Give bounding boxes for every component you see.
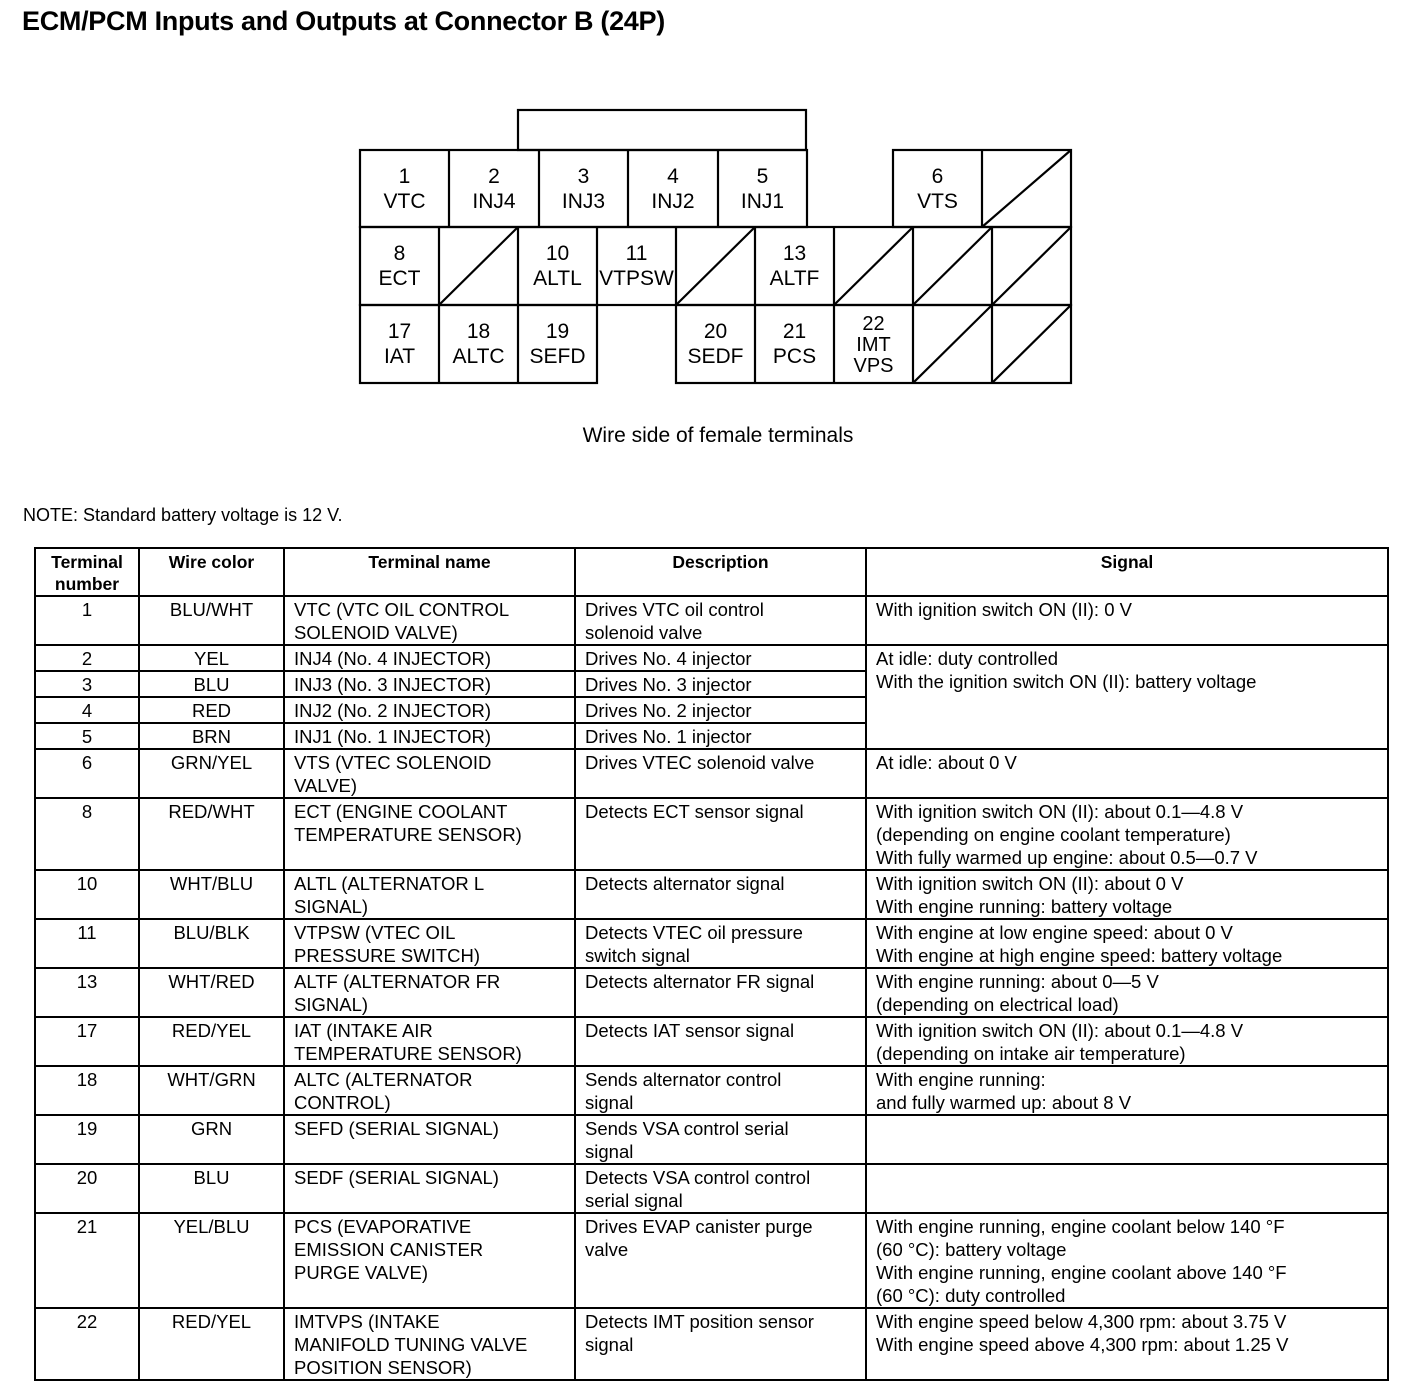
signal-cell <box>866 1164 1388 1213</box>
terminal-2: 2 INJ4 <box>472 165 516 213</box>
description-cell: Drives No. 2 injector <box>575 697 866 723</box>
terminal-name-cell: VTPSW (VTEC OIL PRESSURE SWITCH) <box>284 919 575 968</box>
terminal-number-cell: 21 <box>35 1213 139 1308</box>
terminal-17: 17 IAT <box>383 320 416 368</box>
description-cell: Sends alternator control signal <box>575 1066 866 1115</box>
terminal-19: 19 SEFD <box>529 320 586 368</box>
signal-cell: With ignition switch ON (II): about 0.1—4.8 V (depending on engine coolant temperature) With fully warmed up engine: about 0.5—0.7 V <box>866 798 1388 870</box>
signal-cell: With ignition switch ON (II): about 0.1—4.8 V (depending on intake air temperature) <box>866 1017 1388 1066</box>
signal-cell: With engine at low engine speed: about 0 V With engine at high engine speed: battery voltage <box>866 919 1388 968</box>
description-cell: Detects IAT sensor signal <box>575 1017 866 1066</box>
description-cell: Drives No. 4 injector <box>575 645 866 671</box>
description-cell: Drives VTEC solenoid valve <box>575 749 866 798</box>
terminal-name-cell: PCS (EVAPORATIVE EMISSION CANISTER PURGE VALVE) <box>284 1213 575 1308</box>
wire-color-cell: GRN/YEL <box>139 749 284 798</box>
table-row <box>35 919 1388 968</box>
terminal-name-cell: INJ2 (No. 2 INJECTOR) <box>284 697 575 723</box>
wire-color-cell: WHT/BLU <box>139 870 284 919</box>
terminal-number-cell: 11 <box>35 919 139 968</box>
description-cell: Sends VSA control serial signal <box>575 1115 866 1164</box>
terminal-number-cell: 17 <box>35 1017 139 1066</box>
header-terminal-name: Terminal name <box>284 548 575 596</box>
header-wire-color: Wire color <box>139 548 284 596</box>
terminal-10: 10 ALTL <box>533 242 582 290</box>
terminal-name-cell: ALTL (ALTERNATOR L SIGNAL) <box>284 870 575 919</box>
table-row <box>35 1213 1388 1308</box>
description-cell: Drives EVAP canister purge valve <box>575 1213 866 1308</box>
signal-cell: At idle: duty controlled With the ignition switch ON (II): battery voltage <box>866 645 1388 749</box>
terminal-5: 5 INJ1 <box>740 165 785 213</box>
wire-color-cell: BLU/WHT <box>139 596 284 645</box>
page-title: ECM/PCM Inputs and Outputs at Connector B (24P) <box>22 6 665 36</box>
voltage-note: NOTE: Standard battery voltage is 12 V. <box>23 505 343 525</box>
description-cell: Detects IMT position sensor signal <box>575 1308 866 1380</box>
terminal-number-cell: 4 <box>35 697 139 723</box>
terminal-number-cell: 1 <box>35 596 139 645</box>
table-row <box>35 1115 1388 1164</box>
terminal-name-cell: IAT (INTAKE AIR TEMPERATURE SENSOR) <box>284 1017 575 1066</box>
terminal-number-cell: 6 <box>35 749 139 798</box>
header-signal: Signal <box>866 548 1388 596</box>
terminal-name-cell: ALTF (ALTERNATOR FR SIGNAL) <box>284 968 575 1017</box>
connector-caption: Wire side of female terminals <box>582 424 854 447</box>
terminal-number-cell: 5 <box>35 723 139 749</box>
header-terminal-number: Terminal number <box>35 548 139 596</box>
terminal-number-cell: 2 <box>35 645 139 671</box>
table-row <box>35 1017 1388 1066</box>
signal-cell: With ignition switch ON (II): 0 V <box>866 596 1388 645</box>
terminal-22: 22 IMT VPS <box>853 313 894 377</box>
wire-color-cell: BRN <box>139 723 284 749</box>
terminal-20: 20 SEDF <box>687 320 744 368</box>
terminal-name-cell: ECT (ENGINE COOLANT TEMPERATURE SENSOR) <box>284 798 575 870</box>
terminal-number-cell: 20 <box>35 1164 139 1213</box>
terminal-name-cell: ALTC (ALTERNATOR CONTROL) <box>284 1066 575 1115</box>
terminal-name-cell: SEFD (SERIAL SIGNAL) <box>284 1115 575 1164</box>
description-cell: Detects VSA control control serial signal <box>575 1164 866 1213</box>
signal-cell: With engine running: and fully warmed up: about 8 V <box>866 1066 1388 1115</box>
table-row <box>35 596 1388 645</box>
wire-color-cell: RED/YEL <box>139 1017 284 1066</box>
description-cell: Detects alternator FR signal <box>575 968 866 1017</box>
header-description: Description <box>575 548 866 596</box>
wire-color-cell: YEL <box>139 645 284 671</box>
connector-diagram <box>0 0 1408 470</box>
terminal-number-cell: 18 <box>35 1066 139 1115</box>
wire-color-cell: RED/WHT <box>139 798 284 870</box>
terminal-number-cell: 13 <box>35 968 139 1017</box>
table-header-row <box>35 548 1388 596</box>
terminal-name-cell: INJ1 (No. 1 INJECTOR) <box>284 723 575 749</box>
signal-cell: With engine running, engine coolant below 140 °F (60 °C): battery voltage With engine running, engine coolant above 140 °F (60 °C): duty controlled <box>866 1213 1388 1308</box>
table-row <box>35 749 1388 798</box>
description-cell: Drives No. 3 injector <box>575 671 866 697</box>
terminal-number-cell: 22 <box>35 1308 139 1380</box>
signal-cell: With ignition switch ON (II): about 0 V With engine running: battery voltage <box>866 870 1388 919</box>
terminal-3: 3 INJ3 <box>561 165 606 213</box>
table-row <box>35 645 1388 671</box>
terminal-8: 8 ECT <box>378 242 421 290</box>
signal-cell: With engine speed below 4,300 rpm: about 3.75 V With engine speed above 4,300 rpm: about 1.25 V <box>866 1308 1388 1380</box>
wire-color-cell: BLU <box>139 671 284 697</box>
terminal-21: 21 PCS <box>772 320 817 368</box>
terminal-number-cell: 10 <box>35 870 139 919</box>
terminal-name-cell: VTS (VTEC SOLENOID VALVE) <box>284 749 575 798</box>
wire-color-cell: WHT/RED <box>139 968 284 1017</box>
wire-color-cell: RED/YEL <box>139 1308 284 1380</box>
description-cell: Detects ECT sensor signal <box>575 798 866 870</box>
terminal-number-cell: 3 <box>35 671 139 697</box>
terminal-name-cell: IMTVPS (INTAKE MANIFOLD TUNING VALVE POSITION SENSOR) <box>284 1308 575 1380</box>
terminal-number-cell: 19 <box>35 1115 139 1164</box>
terminal-name-cell: INJ4 (No. 4 INJECTOR) <box>284 645 575 671</box>
wire-color-cell: GRN <box>139 1115 284 1164</box>
description-cell: Detects alternator signal <box>575 870 866 919</box>
terminal-number-cell: 8 <box>35 798 139 870</box>
terminal-13: 13 ALTF <box>769 242 820 290</box>
wire-color-cell: BLU <box>139 1164 284 1213</box>
wire-color-cell: BLU/BLK <box>139 919 284 968</box>
terminal-11: 11 VTPSW <box>599 242 674 290</box>
terminal-4: 4 INJ2 <box>651 165 695 213</box>
table-row <box>35 798 1388 870</box>
signal-cell: At idle: about 0 V <box>866 749 1388 798</box>
description-cell: Drives VTC oil control solenoid valve <box>575 596 866 645</box>
terminal-6: 6 VTS <box>917 165 958 213</box>
table-row <box>35 1164 1388 1213</box>
wire-color-cell: YEL/BLU <box>139 1213 284 1308</box>
table-row <box>35 1308 1388 1380</box>
description-cell: Drives No. 1 injector <box>575 723 866 749</box>
terminal-18: 18 ALTC <box>452 320 505 368</box>
table-row <box>35 1066 1388 1115</box>
table-row <box>35 870 1388 919</box>
table-row <box>35 968 1388 1017</box>
wire-color-cell: WHT/GRN <box>139 1066 284 1115</box>
terminal-1: 1 VTC <box>383 165 426 213</box>
terminal-name-cell: SEDF (SERIAL SIGNAL) <box>284 1164 575 1213</box>
terminal-name-cell: INJ3 (No. 3 INJECTOR) <box>284 671 575 697</box>
description-cell: Detects VTEC oil pressure switch signal <box>575 919 866 968</box>
wire-color-cell: RED <box>139 697 284 723</box>
connector-outline <box>0 0 1408 470</box>
signal-cell: With engine running: about 0—5 V (depending on electrical load) <box>866 968 1388 1017</box>
terminal-name-cell: VTC (VTC OIL CONTROL SOLENOID VALVE) <box>284 596 575 645</box>
signal-cell <box>866 1115 1388 1164</box>
io-table <box>34 547 1389 1381</box>
